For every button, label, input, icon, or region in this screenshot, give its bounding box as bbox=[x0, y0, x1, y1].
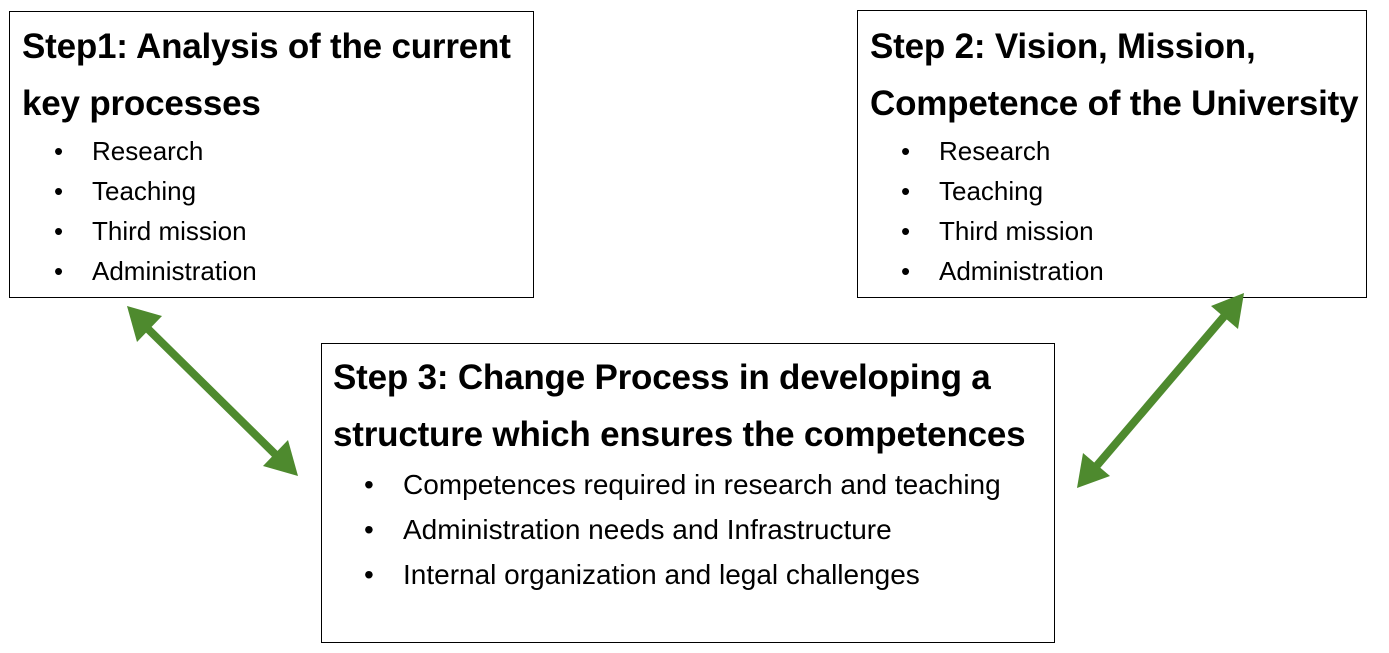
step1-item-teaching: Teaching bbox=[92, 176, 197, 206]
arrowhead-bottom bbox=[1077, 453, 1110, 488]
step2-title-line1: Step 2: Vision, Mission, bbox=[870, 27, 1256, 66]
arrowhead-top bbox=[1211, 293, 1244, 329]
arrowhead-bottom bbox=[263, 440, 298, 476]
bullet: • bbox=[54, 136, 64, 166]
arrowhead-top bbox=[127, 306, 162, 342]
step2-box bbox=[857, 10, 1367, 298]
step3-item-internal-organization: Internal organization and legal challenges bbox=[403, 559, 920, 590]
bullet: • bbox=[364, 514, 374, 545]
step2-item-teaching: Teaching bbox=[939, 176, 1044, 206]
bullet: • bbox=[54, 256, 64, 286]
bullet: • bbox=[364, 469, 374, 500]
step3-title-line2: structure which ensures the competences bbox=[333, 415, 1026, 454]
step1-item-third-mission: Third mission bbox=[92, 216, 247, 246]
step3-item-administration-needs: Administration needs and Infrastructure bbox=[403, 514, 892, 545]
step2-title bbox=[870, 18, 1358, 132]
step1-title-line1: Step1: Analysis of the current bbox=[22, 27, 511, 66]
step3-title bbox=[333, 349, 1025, 463]
bullet: • bbox=[364, 559, 374, 590]
step2-item-third-mission: Third mission bbox=[939, 216, 1094, 246]
bullet: • bbox=[54, 176, 64, 206]
arrow-shaft bbox=[145, 326, 280, 459]
step2-item-research: Research bbox=[939, 136, 1051, 166]
bullet: • bbox=[901, 216, 911, 246]
step1-item-research: Research bbox=[92, 136, 204, 166]
bullet: • bbox=[901, 256, 911, 286]
step1-item-administration: Administration bbox=[92, 256, 257, 286]
bullet: • bbox=[901, 136, 911, 166]
step3-item-competences: Competences required in research and teaching bbox=[403, 469, 1001, 500]
step1-title-line2: key processes bbox=[22, 84, 261, 123]
step2-title-line2: Competence of the University bbox=[870, 84, 1359, 123]
step1-box bbox=[9, 11, 534, 298]
double-arrow-step1-step3 bbox=[127, 306, 298, 476]
step2-item-administration: Administration bbox=[939, 256, 1104, 286]
bullet: • bbox=[54, 216, 64, 246]
bullet: • bbox=[901, 176, 911, 206]
step3-title-line1: Step 3: Change Process in developing a bbox=[333, 358, 991, 397]
step3-box bbox=[321, 343, 1055, 643]
step1-title bbox=[22, 18, 511, 132]
arrow-shaft bbox=[1094, 313, 1227, 469]
double-arrow-step2-step3 bbox=[1077, 293, 1244, 488]
